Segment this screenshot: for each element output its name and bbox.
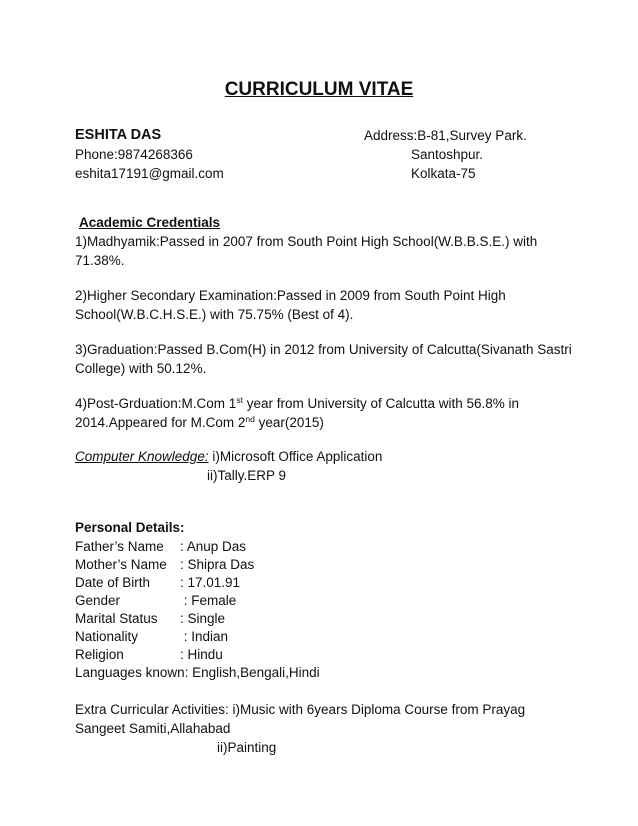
- row-key: Mother’s Name: [75, 557, 167, 572]
- computer-knowledge-item-2: ii)Tally.ERP 9: [207, 468, 287, 483]
- row-key: Nationality: [75, 629, 139, 644]
- academic-heading: Academic Credentials: [79, 215, 221, 230]
- computer-knowledge-item-1: i)Microsoft Office Application: [208, 449, 383, 464]
- academic-item-4-line-2: [75, 414, 324, 432]
- row-value: : Anup Das: [180, 539, 247, 554]
- applicant-name: ESHITA DAS: [75, 127, 162, 143]
- personal-details-heading: Personal Details:: [75, 520, 185, 535]
- email: eshita17191@gmail.com: [75, 166, 224, 181]
- row-value: : Shipra Das: [180, 557, 255, 572]
- row-value: : Indian: [180, 629, 229, 644]
- academic-item-1-line-1: 1)Madhyamik:Passed in 2007 from South Point High School(W.B.B.S.E.) with: [75, 234, 538, 249]
- academic-item-2-line-1: 2)Higher Secondary Examination:Passed in 2009 from South Point High: [75, 288, 506, 303]
- academic-item-3-line-1: 3)Graduation:Passed B.Com(H) in 2012 from University of Calcutta(Sivanath Sastri: [75, 342, 572, 357]
- row-key: Marital Status: [75, 611, 158, 626]
- personal-row-marital-status: [75, 610, 225, 628]
- academic-item-4-text-c: 2014.Appeared for M.Com 2: [75, 415, 246, 430]
- academic-item-4-text-a: 4)Post-Grduation:M.Com 1: [75, 396, 237, 411]
- phone: Phone:9874268366: [75, 147, 193, 162]
- personal-row-nationality: [75, 628, 228, 646]
- languages-known: Languages known: English,Bengali,Hindi: [75, 665, 320, 680]
- address-line-1: Address:B-81,Survey Park.: [364, 128, 527, 143]
- extra-curricular-line-1: Extra Curricular Activities: i)Music with 6years Diploma Course from Prayag: [75, 702, 526, 717]
- row-value: : Single: [180, 611, 226, 626]
- row-key: Gender: [75, 593, 121, 608]
- row-value: : Hindu: [180, 647, 223, 662]
- academic-item-4-text-d: year(2015): [254, 415, 324, 430]
- academic-item-4-line-1: [75, 395, 519, 413]
- address-line-3: Kolkata-75: [411, 166, 476, 181]
- computer-knowledge-line-1: [75, 448, 382, 466]
- academic-item-2-line-2: School(W.B.C.H.S.E.) with 75.75% (Best of 4).: [75, 307, 354, 322]
- cv-title: CURRICULUM VITAE: [224, 79, 414, 100]
- academic-item-1-line-2: 71.38%.: [75, 253, 125, 268]
- personal-row-religion: [75, 646, 223, 664]
- personal-row-father: [75, 538, 246, 556]
- academic-item-3-line-2: College) with 50.12%.: [75, 361, 207, 376]
- address-line-2: Santoshpur.: [411, 147, 484, 162]
- row-value: : Female: [180, 593, 237, 608]
- row-key: Religion: [75, 647, 124, 662]
- row-value: : 17.01.91: [180, 575, 241, 590]
- computer-knowledge-label: Computer Knowledge:: [75, 449, 209, 464]
- academic-item-4-text-b: year from University of Calcutta with 56.8% in: [242, 396, 520, 411]
- row-key: Father’s Name: [75, 539, 164, 554]
- ordinal-suffix: st: [236, 395, 243, 405]
- personal-row-dob: [75, 574, 240, 592]
- extra-curricular-line-3: ii)Painting: [217, 740, 277, 755]
- personal-row-mother: [75, 556, 254, 574]
- personal-row-gender: [75, 592, 236, 610]
- extra-curricular-line-2: Sangeet Samiti,Allahabad: [75, 721, 231, 736]
- ordinal-suffix: nd: [245, 414, 255, 424]
- row-key: Date of Birth: [75, 575, 151, 590]
